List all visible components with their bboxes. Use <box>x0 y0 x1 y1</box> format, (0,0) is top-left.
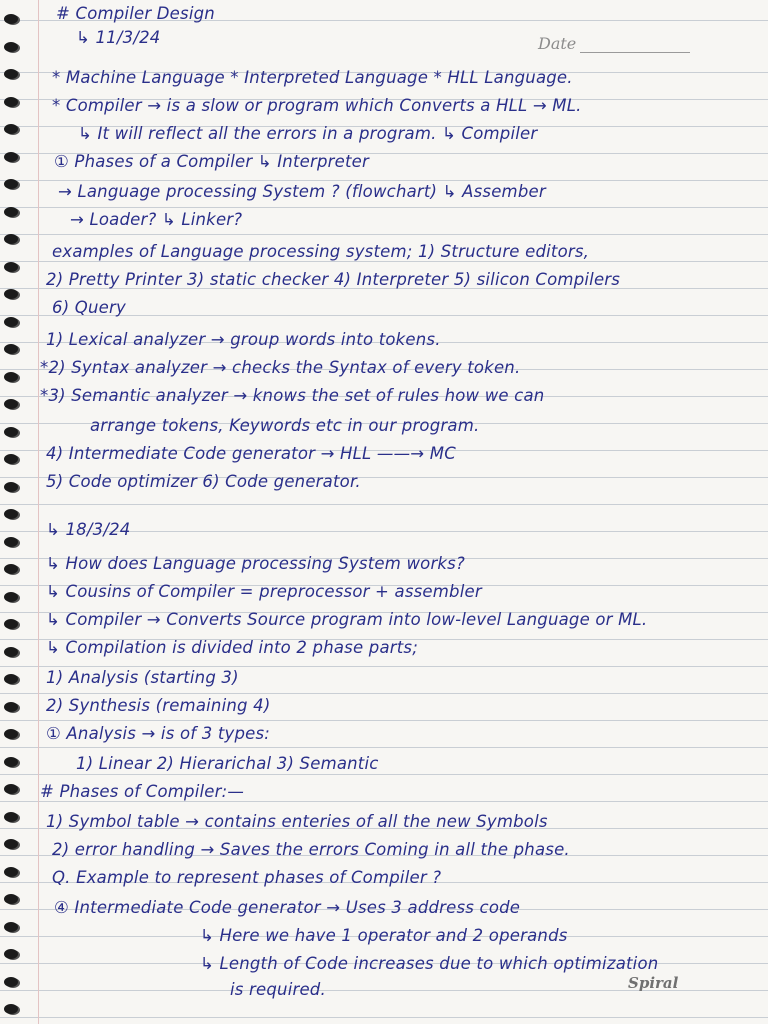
spiral-hole <box>4 537 18 547</box>
note-line: 1) Linear 2) Hierarichal 3) Semantic <box>76 754 379 773</box>
spiral-hole <box>4 812 18 822</box>
note-line: 1) Symbol table → contains enteries of all the new Symbols <box>46 812 548 831</box>
spiral-hole <box>4 482 18 492</box>
margin-line <box>38 0 39 1024</box>
spiral-hole <box>4 674 18 684</box>
spiral-binding <box>0 0 22 1024</box>
note-line: examples of Language processing system; 1) Structure editors, <box>52 242 590 261</box>
spiral-hole <box>4 69 18 79</box>
spiral-hole <box>4 179 18 189</box>
spiral-hole <box>4 124 18 134</box>
note-line: * Compiler → is a slow or program which Converts a HLL → ML. <box>52 96 582 115</box>
note-line: ↳ Cousins of Compiler = preprocessor + assembler <box>46 582 482 601</box>
note-line: 4) Intermediate Code generator → HLL ——→ MC <box>46 444 456 463</box>
spiral-hole <box>4 344 18 354</box>
note-line: *2) Syntax analyzer → checks the Syntax of every token. <box>40 358 521 377</box>
note-line: → Loader? ↳ Linker? <box>70 210 243 229</box>
spiral-hole <box>4 977 18 987</box>
spiral-hole <box>4 509 18 519</box>
spiral-hole <box>4 262 18 272</box>
spiral-hole <box>4 97 18 107</box>
spiral-hole <box>4 454 18 464</box>
spiral-hole <box>4 399 18 409</box>
note-line: ① Analysis → is of 3 types: <box>46 724 271 743</box>
note-line: 1) Analysis (starting 3) <box>46 668 239 687</box>
note-line: 2) Pretty Printer 3) static checker 4) Interpreter 5) silicon Compilers <box>46 270 621 289</box>
spiral-hole <box>4 289 18 299</box>
spiral-hole <box>4 839 18 849</box>
note-line: → Language processing System ? (flowchart) ↳ Assember <box>58 182 546 201</box>
spiral-hole <box>4 949 18 959</box>
note-line: ↳ Here we have 1 operator and 2 operands <box>200 926 568 945</box>
spiral-hole <box>4 922 18 932</box>
spiral-hole <box>4 619 18 629</box>
spiral-hole <box>4 894 18 904</box>
spiral-hole <box>4 317 18 327</box>
spiral-hole <box>4 372 18 382</box>
note-line: arrange tokens, Keywords etc in our program. <box>90 416 480 435</box>
spiral-hole <box>4 647 18 657</box>
spiral-hole <box>4 702 18 712</box>
note-line: 2) Synthesis (remaining 4) <box>46 696 271 715</box>
brand-logo: Spiral <box>628 974 679 992</box>
spiral-hole <box>4 729 18 739</box>
note-line: 6) Query <box>52 298 126 317</box>
note-line: 1) Lexical analyzer → group words into tokens. <box>46 330 441 349</box>
note-line: # Compiler Design <box>56 4 215 23</box>
spiral-hole <box>4 784 18 794</box>
note-line: ① Phases of a Compiler ↳ Interpreter <box>54 152 369 171</box>
note-line: # Phases of Compiler:— <box>40 782 245 801</box>
note-line: ↳ Length of Code increases due to which optimization <box>200 954 659 973</box>
note-line: ↳ Compiler → Converts Source program into low-level Language or ML. <box>46 610 648 629</box>
spiral-hole <box>4 592 18 602</box>
spiral-hole <box>4 1004 18 1014</box>
note-line: 5) Code optimizer 6) Code generator. <box>46 472 361 491</box>
spiral-hole <box>4 564 18 574</box>
date-underline <box>580 52 690 53</box>
note-line: ↳ 18/3/24 <box>46 520 131 539</box>
note-line: 2) error handling → Saves the errors Coming in all the phase. <box>52 840 570 859</box>
spiral-hole <box>4 207 18 217</box>
date-label: Date <box>538 34 577 53</box>
note-line: ④ Intermediate Code generator → Uses 3 address code <box>54 898 521 917</box>
spiral-hole <box>4 234 18 244</box>
spiral-hole <box>4 427 18 437</box>
note-line: is required. <box>230 980 326 999</box>
spiral-hole <box>4 152 18 162</box>
spiral-hole <box>4 42 18 52</box>
note-line: * Machine Language * Interpreted Language * HLL Language. <box>52 68 573 87</box>
note-line: ↳ Compilation is divided into 2 phase parts; <box>46 638 418 657</box>
spiral-hole <box>4 14 18 24</box>
note-line: *3) Semantic analyzer → knows the set of rules how we can <box>40 386 545 405</box>
note-line: ↳ It will reflect all the errors in a program. ↳ Compiler <box>78 124 538 143</box>
note-line: Q. Example to represent phases of Compiler ? <box>52 868 442 887</box>
spiral-hole <box>4 867 18 877</box>
note-line: ↳ 11/3/24 <box>76 28 161 47</box>
spiral-hole <box>4 757 18 767</box>
note-line: ↳ How does Language processing System works? <box>46 554 465 573</box>
